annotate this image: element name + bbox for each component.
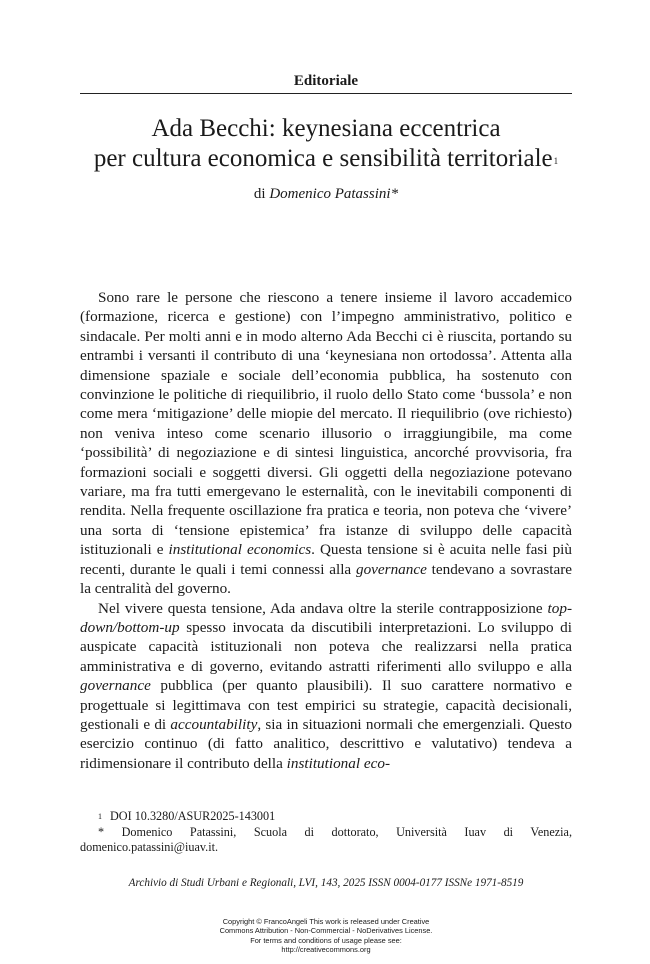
license-line-3: For terms and conditions of usage please see: bbox=[250, 935, 402, 945]
p1-italic-institutional-economics: institutional economics bbox=[168, 541, 312, 559]
article-body bbox=[80, 288, 572, 773]
p2-text-c: pubblica (per quanto plausibili). Il suo carattere normativo e progettuale si legittimava con test empirici su strategie, capacità decisionali, gestionali e di bbox=[80, 677, 572, 733]
title-footnote-mark[interactable]: 1 bbox=[553, 156, 559, 166]
section-label: Editoriale bbox=[293, 73, 359, 89]
header-rule bbox=[80, 93, 572, 94]
paragraph-2 bbox=[80, 599, 572, 774]
p1-italic-governance: governance bbox=[355, 560, 427, 578]
p1-text-c: tendevano a sovrastare la centralità del governo. bbox=[80, 560, 573, 598]
footnote-1 bbox=[80, 809, 572, 825]
footnotes bbox=[80, 809, 572, 856]
author-name: Domenico Patassini* bbox=[269, 186, 399, 202]
byline-prefix: di bbox=[253, 186, 266, 202]
p1-text-a: Sono rare le persone che riescono a tenere insieme il lavoro accademico (formazione, ricerca e gestione) con l’impegno amministrativo, politico e sindacale. Per molti anni e in modo alterno Ada Becchi ci è riuscita, portando su entrambi i versanti il contributo di una ‘keynesiana non ortodossa’. Attenta alla dimensione spaziale e sociale dell’economia pubblica, ha sostenuto con convinzione le politiche di riequilibrio, il ruolo dello Stato come ‘bussola’ e non come mera ‘mitigazione’ delle miopie del mercato. Il riequilibrio (ove richiesto) non veniva inteso come scenario illusorio o irraggiungibile, ma come ‘possibilità’ di negoziazione e di sintesi linguistica, ancorché provvisoria, fra formazioni sociali e soggetti diversi. Gli oggetti della negoziazione potevano variare, ma fra tutti emergevano le esternalità, con le inevitabili componenti di rendita. Nella frequente oscillazione fra pratica e teoria, non poteva che ‘vivere’ una sorta di ‘tensione epistemica’ fra istanze di sviluppo delle capacità istituzionali e bbox=[80, 289, 572, 559]
byline bbox=[80, 186, 572, 203]
license-line-2: Commons Attribution - Non-Commercial - NoDerivatives License. bbox=[219, 926, 433, 936]
title-line-2-text: per cultura economica e sensibilità territoriale bbox=[93, 145, 553, 172]
license-line-1: Copyright © FrancoAngeli This work is released under Creative bbox=[222, 917, 430, 926]
p2-italic-institutional-eco: institutional eco- bbox=[286, 754, 391, 772]
title-line-1: Ada Becchi: keynesiana eccentrica bbox=[151, 115, 501, 142]
license-link[interactable]: http://creativecommons.org bbox=[281, 945, 371, 955]
p2-text-d: , sia in situazioni normali che emergenziali. Questo esercizio continuo (di fatto analitico, descrittivo e valutativo) tendeva a ridimensionare il contributo della bbox=[80, 715, 573, 772]
license-notice bbox=[130, 917, 522, 955]
footnote-2: * Domenico Patassini, Scuola di dottorato, Università Iuav di Venezia, domenico.patassini@iuav.it. bbox=[80, 824, 572, 854]
p2-italic-governance: governance bbox=[80, 677, 151, 695]
p1-text-b: . Questa tensione si è acuita nelle fasi più recenti, durante le quali i temi connessi alla bbox=[80, 541, 572, 578]
p2-text-b: spesso invocata da discutibili interpretazioni. Lo sviluppo di auspicate capacità istituzionali non poteva che realizzarsi nella pratica amministrativa e di governo, evitando astratti riferimenti allo sviluppo e alla bbox=[80, 618, 572, 675]
footnote-1-mark: 1 bbox=[98, 812, 102, 821]
p2-italic-top-down: top-down/bottom-up bbox=[80, 599, 572, 636]
article-title bbox=[60, 114, 592, 174]
p2-text-a: Nel vivere questa tensione, Ada andava oltre la sterile contrapposizione bbox=[98, 599, 548, 617]
p2-italic-accountability: accountability bbox=[170, 715, 258, 733]
journal-citation: Archivio di Studi Urbani e Regionali, LVI, 143, 2025 ISSN 0004-0177 ISSNe 1971-8519 bbox=[128, 877, 524, 889]
footnote-1-doi[interactable]: DOI 10.3280/ASUR2025-143001 bbox=[110, 809, 276, 823]
title-line-2 bbox=[60, 144, 592, 174]
paragraph-1 bbox=[80, 288, 572, 599]
